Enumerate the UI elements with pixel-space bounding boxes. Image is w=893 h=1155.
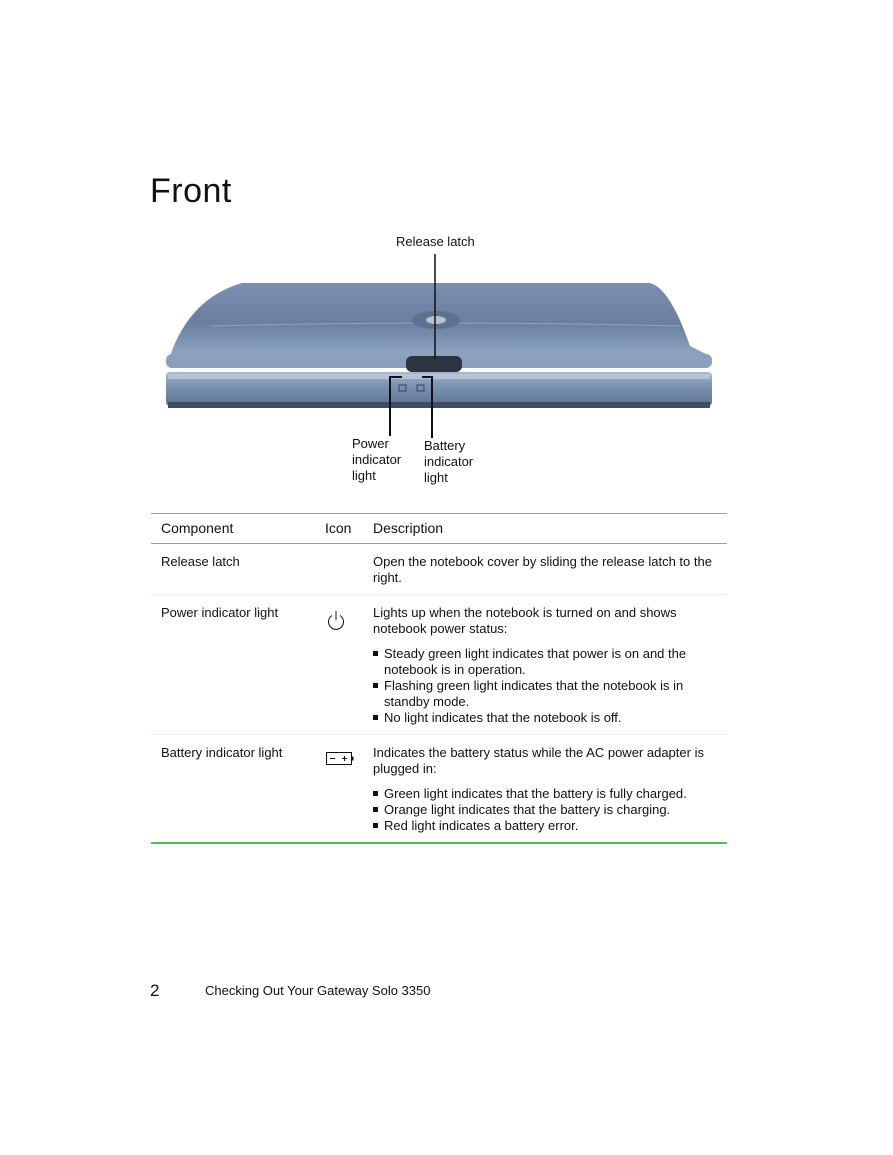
list-item: Red light indicates a battery error. [373, 818, 717, 834]
power-icon [325, 609, 347, 633]
table-row [151, 595, 727, 735]
header-description: Description [363, 514, 727, 544]
list-item: Flashing green light indicates that the notebook is in standby mode. [373, 678, 717, 710]
list-item: No light indicates that the notebook is off. [373, 710, 717, 726]
battery-indicator-callout: Battery indicator light [424, 438, 474, 485]
icon-cell [319, 735, 363, 844]
description-cell [363, 595, 727, 735]
bullet-list [373, 786, 717, 834]
icon-cell [319, 595, 363, 735]
icon-cell [319, 544, 363, 595]
description-text: Lights up when the notebook is turned on and shows notebook power status: [373, 605, 677, 636]
laptop-front-figure [150, 228, 730, 498]
table-row [151, 735, 727, 844]
component-cell: Release latch [151, 544, 319, 595]
table-header-row [151, 514, 727, 544]
footer-chapter-title: Checking Out Your Gateway Solo 3350 [205, 983, 431, 998]
page-number: 2 [150, 981, 160, 1000]
table-row [151, 544, 727, 595]
list-item: Steady green light indicates that power is on and the notebook is in operation. [373, 646, 717, 678]
description-cell [363, 735, 727, 844]
page-title: Front [150, 172, 232, 210]
description-cell [363, 544, 727, 595]
component-table [151, 513, 727, 844]
header-component: Component [151, 514, 319, 544]
list-item: Green light indicates that the battery is fully charged. [373, 786, 717, 802]
bullet-list [373, 646, 717, 726]
battery-icon [325, 749, 355, 769]
release-latch-callout: Release latch [396, 234, 475, 249]
description-text: Indicates the battery status while the AC power adapter is plugged in: [373, 745, 704, 776]
power-indicator-callout: Power indicator light [352, 436, 402, 483]
component-cell: Power indicator light [151, 595, 319, 735]
component-cell: Battery indicator light [151, 735, 319, 844]
description-text: Open the notebook cover by sliding the release latch to the right. [373, 554, 712, 585]
list-item: Orange light indicates that the battery is charging. [373, 802, 717, 818]
release-latch [406, 356, 462, 372]
header-icon: Icon [319, 514, 363, 544]
